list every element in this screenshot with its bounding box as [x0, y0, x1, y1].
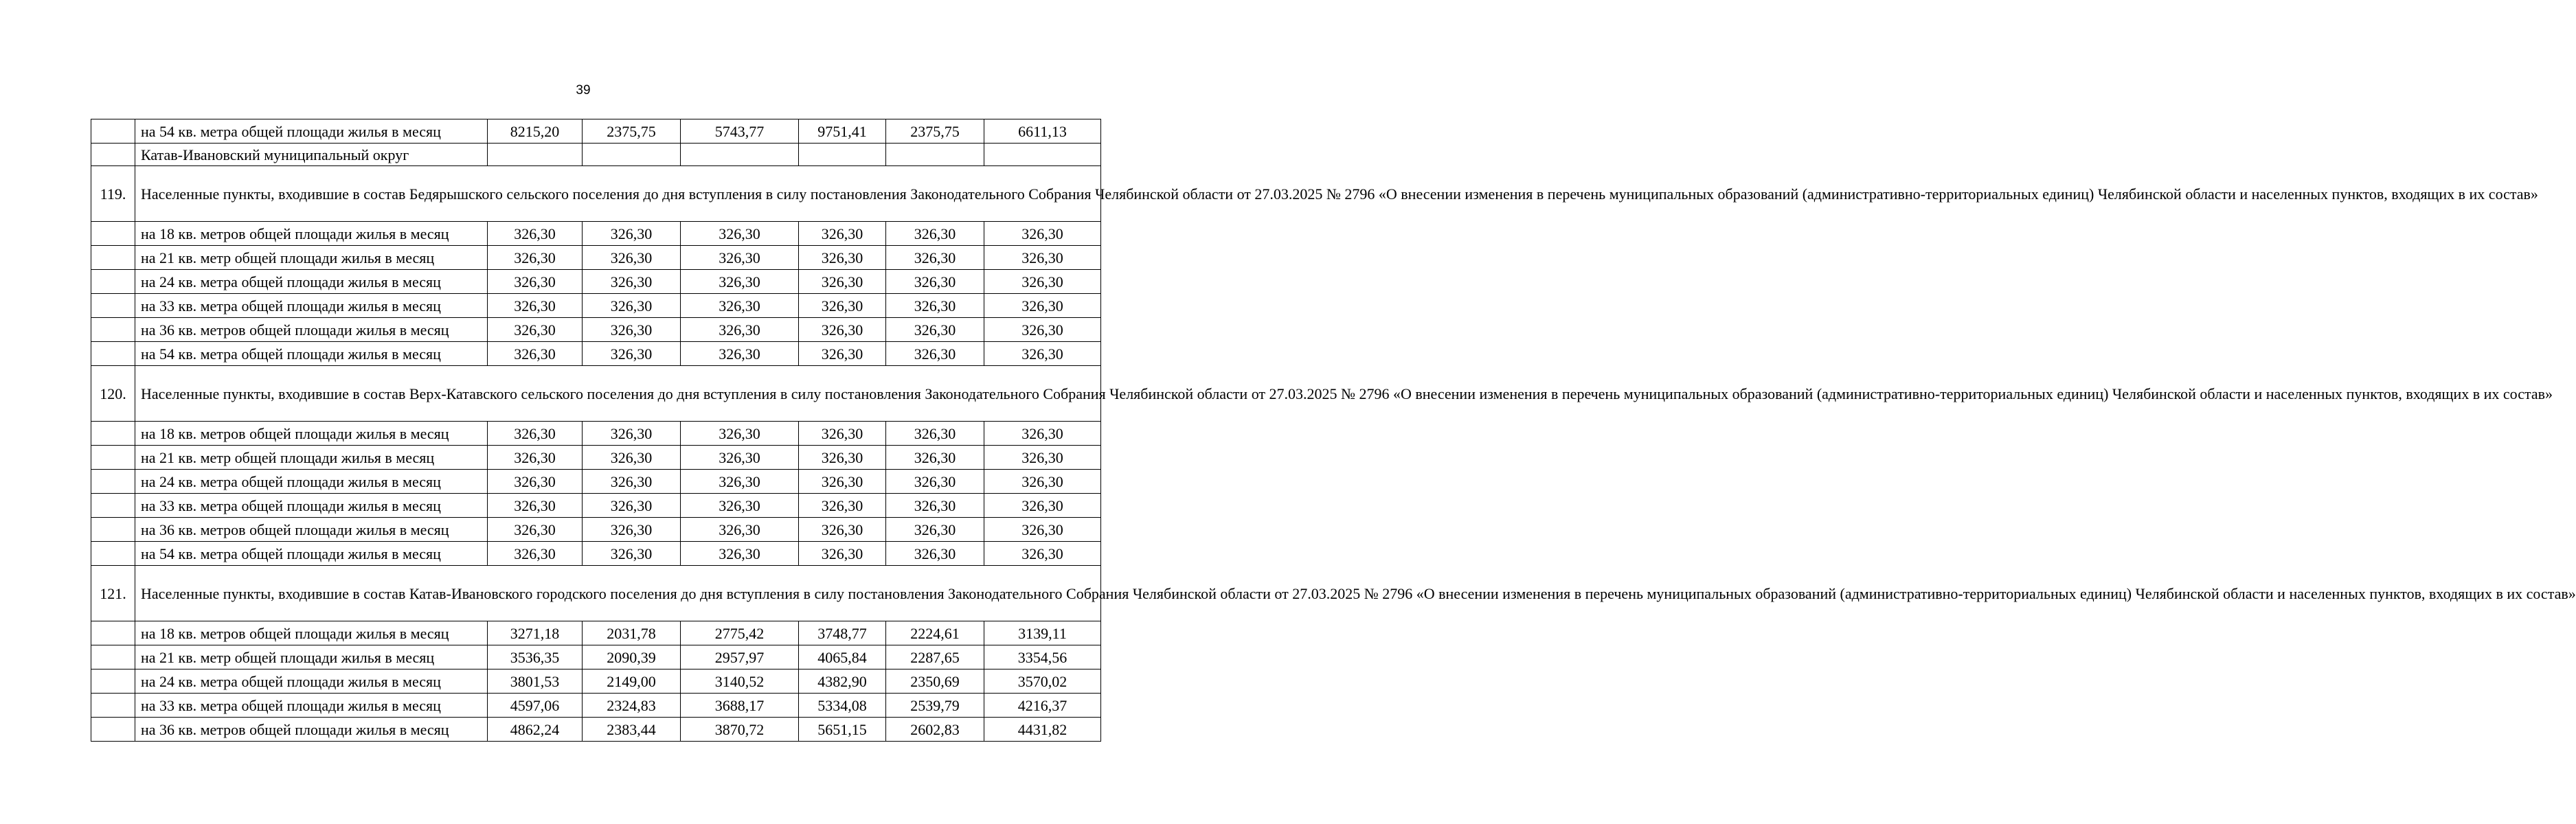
value-cell: 326,30 [488, 446, 583, 470]
row-label: на 33 кв. метра общей площади жилья в месяц [135, 494, 488, 518]
row-label: на 18 кв. метров общей площади жилья в месяц [135, 422, 488, 446]
section-header-row [91, 566, 1101, 621]
value-cell: 326,30 [886, 494, 984, 518]
value-cell: 4065,84 [799, 645, 886, 670]
value-cell: 326,30 [681, 270, 799, 294]
row-number-cell [91, 694, 135, 718]
value-cell: 326,30 [583, 470, 681, 494]
row-number-cell [91, 645, 135, 670]
table-row [91, 718, 1101, 742]
section-description: Населенные пункты, входившие в состав Бедярышского сельского поселения до дня вступления в силу постановления Законодательного Собрания Челябинской области от 27.03.2025 № 2796 «О внесении изменения в перечень муниципальных образований (административно-территориальных единиц) Челябинской области и населенных пунктов, входящих в их состав» [135, 166, 1101, 222]
empty-cell [984, 144, 1101, 166]
empty-cell [886, 144, 984, 166]
value-cell: 3570,02 [984, 670, 1101, 694]
row-number-cell [91, 222, 135, 246]
value-cell: 326,30 [886, 422, 984, 446]
table-row [91, 694, 1101, 718]
value-cell: 326,30 [984, 270, 1101, 294]
value-cell: 326,30 [886, 470, 984, 494]
tariff-table [91, 119, 2576, 742]
value-cell: 326,30 [799, 270, 886, 294]
value-cell: 326,30 [886, 542, 984, 566]
value-cell: 326,30 [681, 446, 799, 470]
row-label: на 54 кв. метра общей площади жилья в месяц [135, 542, 488, 566]
value-cell: 2224,61 [886, 621, 984, 645]
table-row [91, 270, 1101, 294]
value-cell: 3688,17 [681, 694, 799, 718]
row-label: на 33 кв. метра общей площади жилья в месяц [135, 694, 488, 718]
table-row [91, 222, 1101, 246]
value-cell: 3870,72 [681, 718, 799, 742]
value-cell: 2324,83 [583, 694, 681, 718]
value-cell: 326,30 [583, 222, 681, 246]
table-row [91, 470, 1101, 494]
row-label: на 33 кв. метра общей площади жилья в месяц [135, 294, 488, 318]
table-row [91, 422, 1101, 446]
value-cell: 326,30 [583, 294, 681, 318]
table-body [91, 119, 2576, 742]
row-label: на 54 кв. метра общей площади жилья в месяц [135, 119, 488, 144]
value-cell: 326,30 [583, 494, 681, 518]
empty-cell [799, 144, 886, 166]
row-label: на 21 кв. метр общей площади жилья в месяц [135, 446, 488, 470]
row-label: на 21 кв. метр общей площади жилья в месяц [135, 246, 488, 270]
row-label: на 21 кв. метр общей площади жилья в месяц [135, 645, 488, 670]
value-cell: 326,30 [488, 422, 583, 446]
value-cell: 2539,79 [886, 694, 984, 718]
value-cell: 326,30 [984, 518, 1101, 542]
value-cell: 326,30 [583, 342, 681, 366]
value-cell: 2375,75 [886, 119, 984, 144]
value-cell: 6611,13 [984, 119, 1101, 144]
value-cell: 2149,00 [583, 670, 681, 694]
value-cell: 326,30 [488, 542, 583, 566]
value-cell: 326,30 [886, 294, 984, 318]
table-row [91, 246, 1101, 270]
value-cell: 326,30 [681, 294, 799, 318]
value-cell: 2957,97 [681, 645, 799, 670]
value-cell: 3354,56 [984, 645, 1101, 670]
row-label: на 36 кв. метров общей площади жилья в месяц [135, 318, 488, 342]
value-cell: 326,30 [799, 422, 886, 446]
value-cell: 326,30 [488, 494, 583, 518]
value-cell: 4382,90 [799, 670, 886, 694]
value-cell: 326,30 [984, 542, 1101, 566]
value-cell: 326,30 [681, 542, 799, 566]
value-cell: 326,30 [984, 422, 1101, 446]
row-label: на 36 кв. метров общей площади жилья в месяц [135, 518, 488, 542]
value-cell: 326,30 [488, 318, 583, 342]
value-cell: 326,30 [583, 422, 681, 446]
value-cell: 326,30 [886, 222, 984, 246]
value-cell: 2375,75 [583, 119, 681, 144]
value-cell: 326,30 [984, 470, 1101, 494]
value-cell: 326,30 [799, 470, 886, 494]
section-description: Населенные пункты, входившие в состав Катав-Ивановского городского поселения до дня вступления в силу постановления Законодательного Собрания Челябинской области от 27.03.2025 № 2796 «О внесении изменения в перечень муниципальных образований (административно-территориальных единиц) Челябинской области и населенных пунктов, входящих в их состав» [135, 566, 1101, 621]
value-cell: 326,30 [799, 246, 886, 270]
row-label: на 18 кв. метров общей площади жилья в месяц [135, 222, 488, 246]
section-number: 119. [91, 166, 135, 222]
value-cell: 326,30 [799, 494, 886, 518]
value-cell: 3140,52 [681, 670, 799, 694]
value-cell: 326,30 [984, 446, 1101, 470]
value-cell: 326,30 [799, 542, 886, 566]
value-cell: 4597,06 [488, 694, 583, 718]
row-number-cell [91, 144, 135, 166]
section-description: Населенные пункты, входившие в состав Верх-Катавского сельского поселения до дня вступления в силу постановления Законодательного Собрания Челябинской области от 27.03.2025 № 2796 «О внесении изменения в перечень муниципальных образований (административно-территориальных единиц) Челябинской области и населенных пунктов, входящих в их состав» [135, 366, 1101, 422]
value-cell: 4216,37 [984, 694, 1101, 718]
value-cell: 326,30 [799, 318, 886, 342]
value-cell: 326,30 [488, 294, 583, 318]
value-cell: 3801,53 [488, 670, 583, 694]
table-row [91, 342, 1101, 366]
value-cell: 326,30 [681, 246, 799, 270]
value-cell: 2383,44 [583, 718, 681, 742]
value-cell: 326,30 [583, 318, 681, 342]
row-label: на 54 кв. метра общей площади жилья в месяц [135, 342, 488, 366]
value-cell: 3139,11 [984, 621, 1101, 645]
page-number: 39 [576, 83, 591, 98]
section-number: 120. [91, 366, 135, 422]
value-cell: 326,30 [488, 470, 583, 494]
value-cell: 326,30 [886, 270, 984, 294]
value-cell: 326,30 [984, 246, 1101, 270]
value-cell: 326,30 [583, 542, 681, 566]
value-cell: 326,30 [984, 494, 1101, 518]
value-cell: 326,30 [681, 518, 799, 542]
value-cell: 326,30 [886, 518, 984, 542]
table-row [91, 645, 1101, 670]
value-cell: 326,30 [799, 342, 886, 366]
section-header-row [91, 166, 1101, 222]
value-cell: 326,30 [886, 318, 984, 342]
value-cell: 326,30 [488, 342, 583, 366]
value-cell: 4862,24 [488, 718, 583, 742]
table-row [91, 518, 1101, 542]
value-cell: 5743,77 [681, 119, 799, 144]
value-cell: 3271,18 [488, 621, 583, 645]
row-label: на 24 кв. метра общей площади жилья в месяц [135, 470, 488, 494]
value-cell: 3536,35 [488, 645, 583, 670]
value-cell: 326,30 [488, 246, 583, 270]
value-cell: 2775,42 [681, 621, 799, 645]
empty-cell [681, 144, 799, 166]
table-row [91, 621, 1101, 645]
value-cell: 326,30 [681, 342, 799, 366]
value-cell: 9751,41 [799, 119, 886, 144]
row-label: на 24 кв. метра общей площади жилья в месяц [135, 670, 488, 694]
value-cell: 326,30 [886, 342, 984, 366]
value-cell: 326,30 [681, 494, 799, 518]
value-cell: 326,30 [886, 246, 984, 270]
row-number-cell [91, 270, 135, 294]
row-number-cell [91, 518, 135, 542]
value-cell: 326,30 [681, 470, 799, 494]
value-cell: 326,30 [799, 294, 886, 318]
section-number: 121. [91, 566, 135, 621]
value-cell: 8215,20 [488, 119, 583, 144]
table-row [91, 542, 1101, 566]
value-cell: 3748,77 [799, 621, 886, 645]
value-cell: 2602,83 [886, 718, 984, 742]
value-cell: 326,30 [681, 318, 799, 342]
row-number-cell [91, 422, 135, 446]
row-number-cell [91, 718, 135, 742]
row-number-cell [91, 621, 135, 645]
value-cell: 326,30 [583, 518, 681, 542]
value-cell: 326,30 [984, 318, 1101, 342]
row-number-cell [91, 670, 135, 694]
row-label: на 18 кв. метров общей площади жилья в месяц [135, 621, 488, 645]
value-cell: 326,30 [583, 270, 681, 294]
row-number-cell [91, 446, 135, 470]
value-cell: 2350,69 [886, 670, 984, 694]
value-cell: 326,30 [488, 222, 583, 246]
value-cell: 326,30 [984, 222, 1101, 246]
district-header-row [91, 144, 1101, 166]
table-row [91, 670, 1101, 694]
value-cell: 326,30 [681, 222, 799, 246]
row-label: на 24 кв. метра общей площади жилья в месяц [135, 270, 488, 294]
empty-cell [488, 144, 583, 166]
row-label: на 36 кв. метров общей площади жилья в месяц [135, 718, 488, 742]
row-number-cell [91, 318, 135, 342]
value-cell: 326,30 [681, 422, 799, 446]
section-header-row [91, 366, 1101, 422]
value-cell: 326,30 [799, 222, 886, 246]
value-cell: 326,30 [799, 518, 886, 542]
value-cell: 326,30 [488, 518, 583, 542]
row-number-cell [91, 494, 135, 518]
value-cell: 5651,15 [799, 718, 886, 742]
table-row [91, 119, 1101, 144]
district-title: Катав-Ивановский муниципальный округ [135, 144, 488, 166]
value-cell: 326,30 [583, 446, 681, 470]
value-cell: 4431,82 [984, 718, 1101, 742]
value-cell: 326,30 [488, 270, 583, 294]
value-cell: 326,30 [984, 294, 1101, 318]
empty-cell [583, 144, 681, 166]
value-cell: 2090,39 [583, 645, 681, 670]
table-row [91, 294, 1101, 318]
table-row [91, 318, 1101, 342]
value-cell: 326,30 [886, 446, 984, 470]
row-number-cell [91, 294, 135, 318]
row-number-cell [91, 470, 135, 494]
row-number-cell [91, 119, 135, 144]
row-number-cell [91, 342, 135, 366]
value-cell: 326,30 [583, 246, 681, 270]
row-number-cell [91, 542, 135, 566]
value-cell: 326,30 [984, 342, 1101, 366]
table-row [91, 446, 1101, 470]
value-cell: 326,30 [799, 446, 886, 470]
row-number-cell [91, 246, 135, 270]
value-cell: 2031,78 [583, 621, 681, 645]
value-cell: 2287,65 [886, 645, 984, 670]
table-row [91, 494, 1101, 518]
value-cell: 5334,08 [799, 694, 886, 718]
